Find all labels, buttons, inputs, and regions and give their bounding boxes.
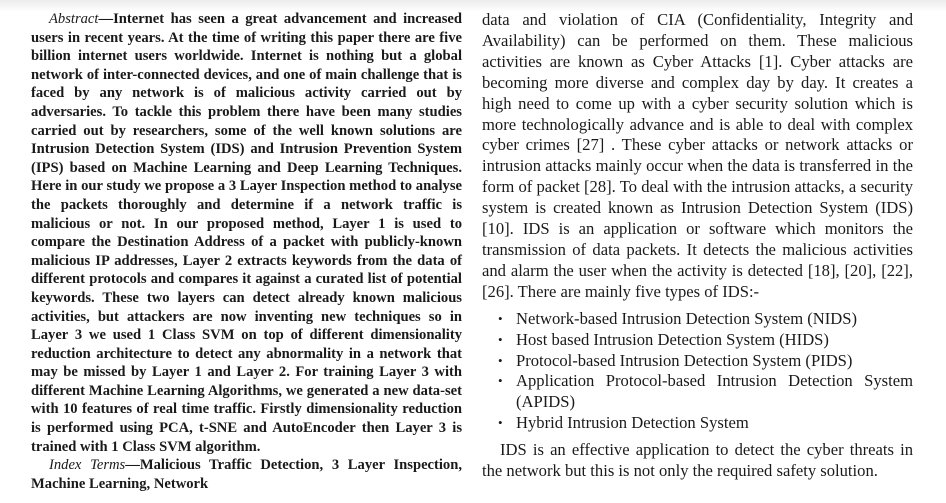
bullet-icon: •	[498, 352, 503, 368]
index-terms-paragraph	[31, 456, 462, 493]
list-item	[498, 413, 913, 434]
index-terms-text: Malicious Traffic Detection, 3 Layer Inspection, Machine Learning, Network	[31, 457, 462, 492]
list-item	[498, 329, 913, 351]
index-terms-dash: —	[125, 457, 140, 474]
list-item-text: Host based Intrusion Detection System (HIDS)	[516, 329, 829, 349]
bullet-icon: •	[498, 310, 503, 326]
list-item	[498, 350, 913, 372]
body-paragraph-1: data and violation of CIA (Confidentiality, Integrity and Availability) can be performed on them. These malicious activities are known as Cyber Attacks [1]. Cyber attacks are becoming more diverse and complex day by day. It creates a high need to come up with a cyber security solution which is more technologically advance and is able to deal with complex cyber crimes [27] . These cyber attacks or network attacks or intrusion attacks mainly occur when the data is transferred in the form of packet [28]. To deal with the intrusion attacks, a security system is created known as Intrusion Detection System (IDS) [10]. IDS is an application or software which monitors the transmission of data packets. It detects the malicious activities and alarm the user when the activity is detected [18], [20], [22], [26]. There are mainly five types of IDS:-	[482, 10, 913, 301]
ids-types-list	[482, 309, 913, 434]
body-column	[482, 10, 913, 482]
abstract-column	[31, 10, 462, 493]
abstract-dash: —	[98, 11, 114, 27]
list-item-text: Application Protocol-based Intrusion Detection System (APIDS)	[516, 371, 913, 412]
list-item	[498, 371, 913, 413]
abstract-paragraph	[31, 10, 462, 456]
body-paragraph-2: IDS is an effective application to detect the cyber threats in the network but this is not only the required safety solution.	[482, 440, 913, 481]
list-item-text: Network-based Intrusion Detection System (NIDS)	[516, 308, 858, 328]
list-item-text: Protocol-based Intrusion Detection System (PIDS)	[516, 350, 853, 370]
list-item-text: Hybrid Intrusion Detection System	[516, 413, 749, 433]
bullet-icon: •	[498, 415, 503, 431]
index-terms-label: Index Terms	[49, 457, 126, 474]
list-item	[498, 308, 913, 330]
abstract-text: Internet has seen a great advancement and increased users in recent years. At the time of writing this paper there are five billion internet users worldwide. Internet is nothing but a global network of inter-connected devices, and one of main challenge that is faced by any network is of malicious activity carried out by adversaries. To tackle this problem there have been many studies carried out by researchers, some of the well known solutions are Intrusion Detection System (IDS) and Intrusion Prevention System (IPS) based on Machine Learning and Deep Learning Techniques. Here in our study we propose a 3 Layer Inspection method to analyse the packets thoroughly and determine if a network traffic is malicious or not. In our proposed method, Layer 1 is used to compare the Destination Address of a packet with publicly-known malicious IP addresses, Layer 2 extracts keywords from the data of different protocols and compares it against a curated list of potential keywords. These two layers can detect already known malicious activities, but attackers are now inventing new techniques so in Layer 3 we used 1 Class SVM on top of different dimensionality reduction architecture to detect any abnormality in a network that may be missed by Layer 1 and Layer 2. For training Layer 3 with different Machine Learning Algorithms, we generated a new data-set with 10 features of real time traffic. Firstly dimensionality reduction is performed using PCA, t-SNE and AutoEncoder then Layer 3 is trained with 1 Class SVM algorithm.	[31, 11, 462, 455]
bullet-icon: •	[498, 373, 503, 389]
bullet-icon: •	[498, 331, 503, 347]
abstract-label: Abstract	[49, 11, 99, 27]
